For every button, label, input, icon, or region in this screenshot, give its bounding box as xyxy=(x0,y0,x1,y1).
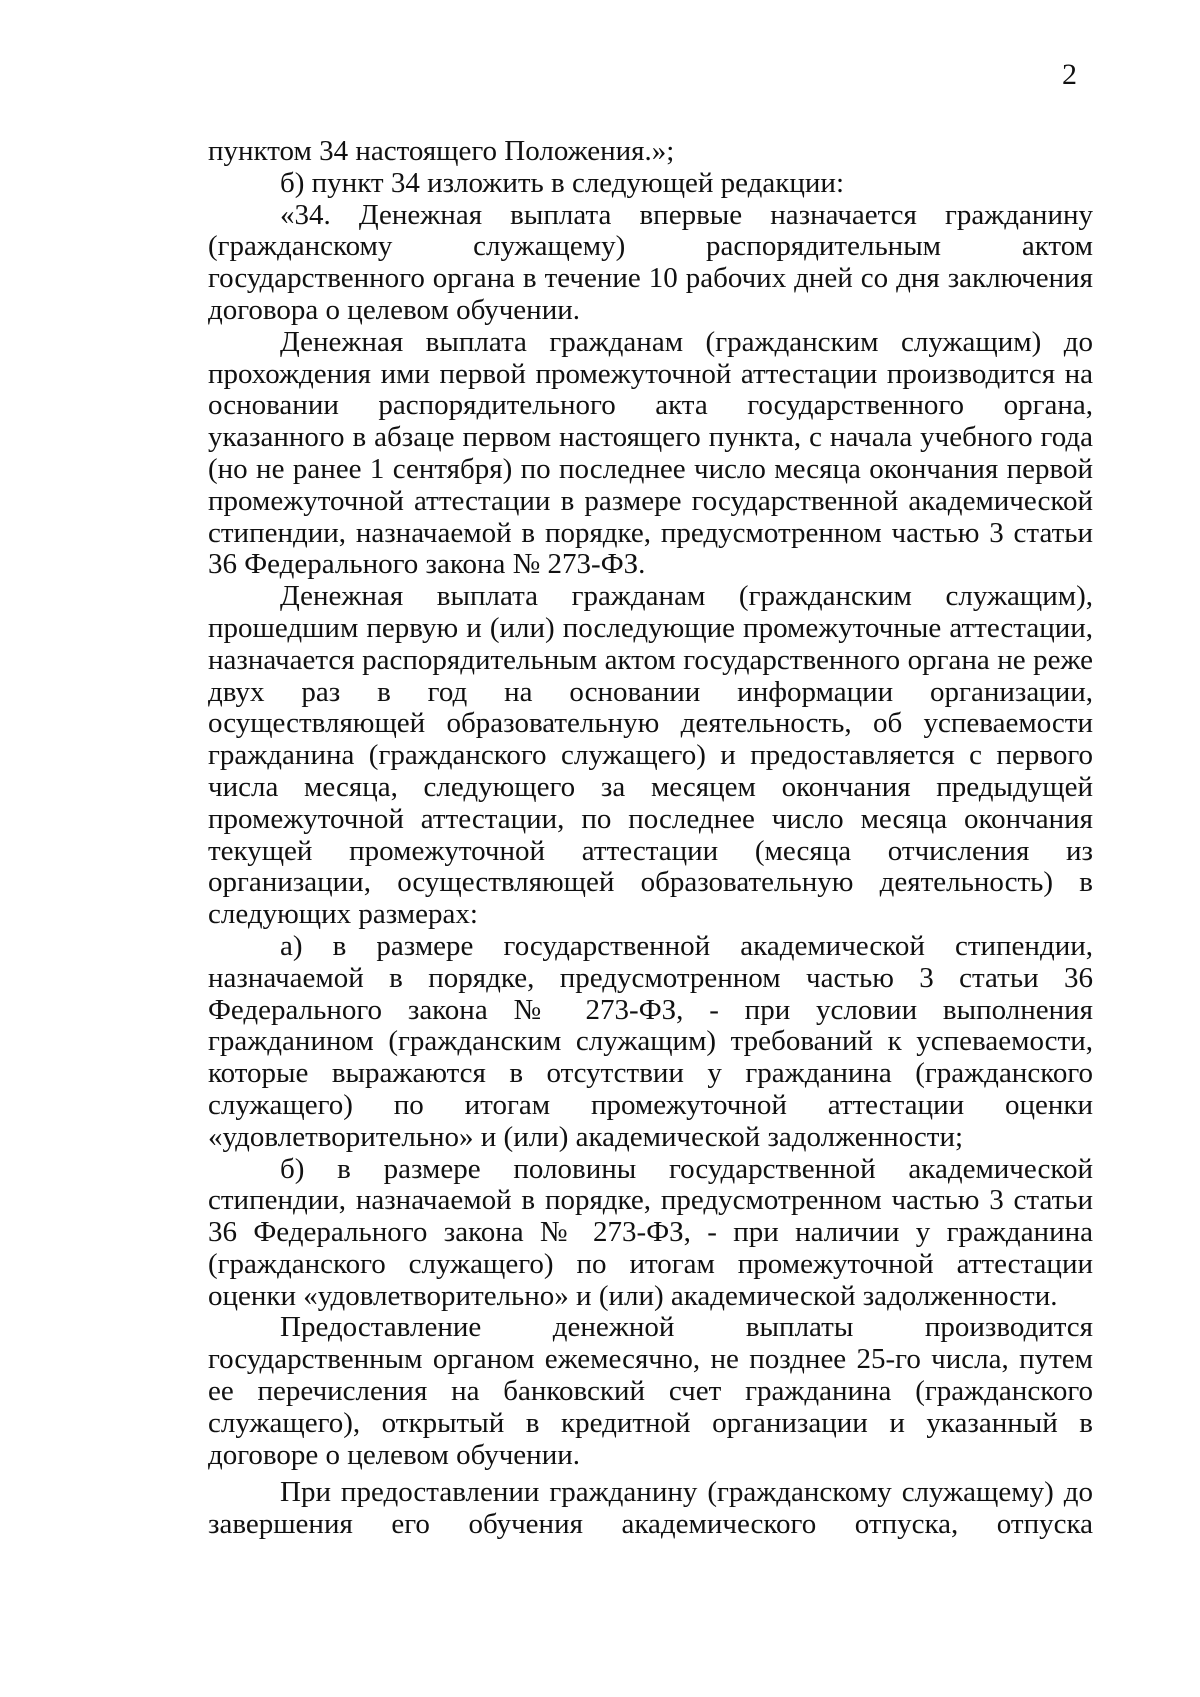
paragraph-subsequent-attestations: Денежная выплата гражданам (гражданским служащим), прошедшим первую и (или) последующие промежуточные аттестации, назначается распорядительным актом государственного органа не реже двух раз в год на основании информации организации, осуществляющей образовательную деятельность, об успеваемости гражданина (гражданского служащего) и предоставляется с первого числа месяца, следующего за месяцем окончания предыдущей промежуточной аттестации, по последнее число месяца окончания текущей промежуточной аттестации (месяца отчисления из организации, осуществляющей образовательную деятельность) в следующих размерах: xyxy=(208,580,1093,931)
document-body xyxy=(208,136,1093,1541)
paragraph-subitem-a: а) в размере государственной академической стипендии, назначаемой в порядке, предусмотренном частью 3 статьи 36 Федерального закона № 273-ФЗ, - при условии выполнения гражданином (гражданским служащим) требований к успеваемости, которые выражаются в отсутствии у гражданина (гражданского служащего) по итогам промежуточной аттестации оценки «удовлетворительно» и (или) академической задолженности; xyxy=(208,929,1093,1153)
paragraph-first-attestation: Денежная выплата гражданам (гражданским служащим) до прохождения ими первой промежуточной аттестации производится на основании распорядительного акта государственного органа, указанного в абзаце первом настоящего пункта, с начала учебного года (но не ранее 1 сентября) по последнее число месяца окончания первой промежуточной аттестации в размере государственной академической стипендии, назначаемой в порядке, предусмотренном частью 3 статьи 36 Федерального закона № 273-ФЗ. xyxy=(208,325,1093,581)
paragraph-continuation: пунктом 34 настоящего Положения.»; xyxy=(208,135,675,167)
paragraph-payment-procedure: Предоставление денежной выплаты производится государственным органом ежемесячно, не позднее 25-го числа, путем ее перечисления на банковский счет гражданина (гражданского служащего), открытый в кредитной организации и указанный в договоре о целевом обучении. xyxy=(208,1311,1093,1471)
paragraph-academic-leave: При предоставлении гражданину (гражданскому служащему) до завершения его обучения академического отпуска, отпуска xyxy=(208,1476,1093,1541)
paragraph-subitem-b: б) в размере половины государственной академической стипендии, назначаемой в порядке, предусмотренном частью 3 статьи 36 Федерального закона № 273-ФЗ, - при наличии у гражданина (гражданского служащего) по итогам промежуточной аттестации оценки «удовлетворительно» и (или) академической задолженности. xyxy=(208,1152,1093,1312)
paragraph-item-b: б) пункт 34 изложить в следующей редакции: xyxy=(280,166,844,199)
page-number: 2 xyxy=(1062,58,1077,91)
paragraph-point-34: «34. Денежная выплата впервые назначается гражданину (гражданскому служащему) распорядительным актом государственного органа в течение 10 рабочих дней со дня заключения договора о целевом обучении. xyxy=(208,198,1093,326)
